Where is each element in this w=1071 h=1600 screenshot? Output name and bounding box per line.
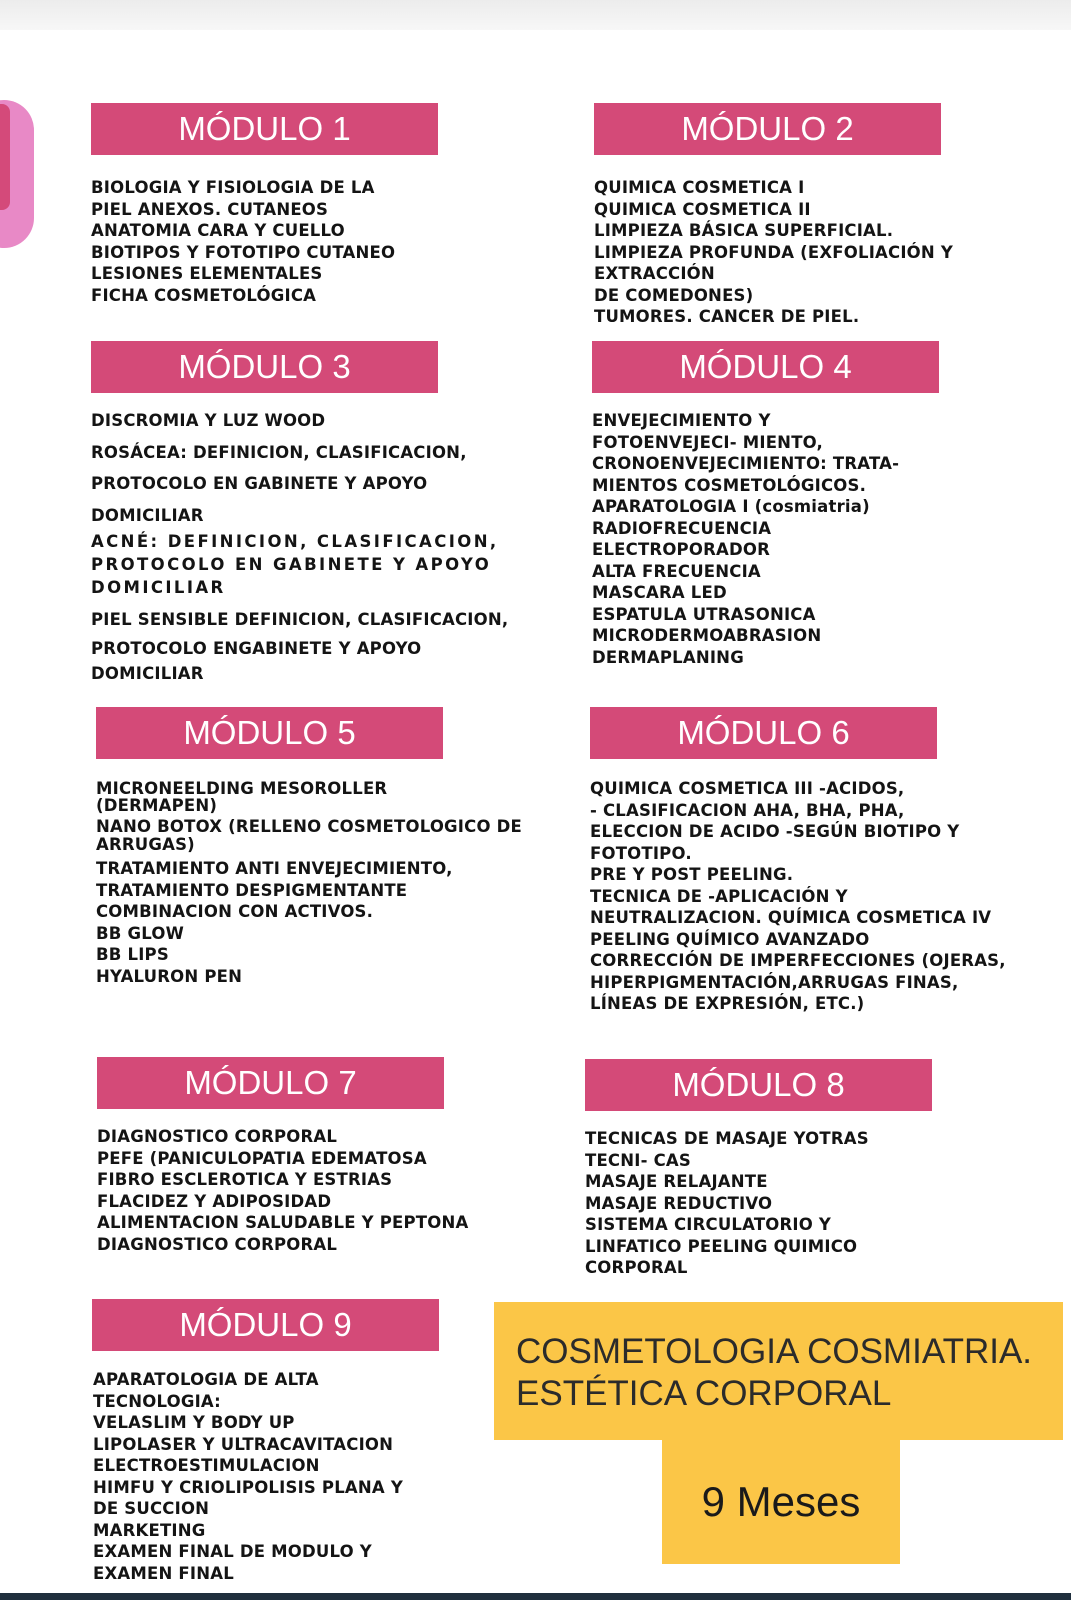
list-item: QUIMICA COSMETICA I (594, 178, 805, 197)
list-item: COMBINACION CON ACTIVOS. (96, 902, 374, 921)
module-2-list (594, 177, 953, 328)
list-item: DOMICILIAR (91, 578, 226, 597)
module-3-header: MÓDULO 3 (91, 341, 438, 393)
module-6-list (590, 778, 1006, 1015)
list-item: PIEL SENSIBLE DEFINICION, CLASIFICACION, (91, 610, 509, 629)
list-item: (DERMAPEN) (96, 796, 218, 815)
list-item: TRATAMIENTO DESPIGMENTANTE (96, 880, 408, 900)
list-item: EXTRACCIÓN (594, 264, 715, 283)
edge-tab-letter-shape (0, 104, 10, 210)
list-item: ARRUGAS) (96, 835, 195, 854)
list-item: TUMORES. CANCER DE PIEL. (594, 307, 860, 326)
list-item: MICRONEELDING MESOROLLER (96, 779, 388, 798)
list-item: TECNICAS DE MASAJE YOTRAS (585, 1129, 869, 1148)
list-item: ENVEJECIMIENTO Y (592, 411, 771, 430)
module-1-list (91, 177, 395, 306)
list-item: APARATOLOGIA I (cosmiatria) (592, 497, 870, 516)
list-item: VELASLIM Y BODY UP (93, 1413, 295, 1432)
list-item: EXAMEN FINAL DE MODULO Y (93, 1542, 372, 1561)
list-item: ELECTROESTIMULACION (93, 1456, 320, 1475)
list-item: LIMPIEZA PROFUNDA (EXFOLIACIÓN Y (594, 242, 953, 262)
module-2-header: MÓDULO 2 (594, 103, 941, 155)
list-item: CORRECCIÓN DE IMPERFECCIONES (OJERAS, (590, 951, 1006, 970)
list-item: HYALURON PEN (96, 966, 243, 986)
module-4-list (592, 410, 899, 668)
list-item: TECNI- CAS (585, 1150, 691, 1170)
list-item: MARKETING (93, 1520, 206, 1540)
list-item: NEUTRALIZACION. QUÍMICA COSMETICA IV (590, 908, 992, 927)
list-item: MASAJE RELAJANTE (585, 1172, 768, 1191)
course-title-line-1: COSMETOLOGIA COSMIATRIA. (516, 1332, 1033, 1371)
list-item: LIPOLASER Y ULTRACAVITACION (93, 1434, 394, 1454)
list-item: MIENTOS COSMETOLÓGICOS. (592, 475, 867, 495)
course-title-box (494, 1302, 1063, 1440)
list-item: FOTOENVEJECI- MIENTO, (592, 432, 823, 452)
list-item: DOMICILIAR (91, 505, 204, 525)
list-item: QUIMICA COSMETICA III -ACIDOS, (590, 779, 905, 798)
list-item: ELECTROPORADOR (592, 540, 770, 559)
course-duration: 9 Meses (701, 1478, 861, 1525)
list-item: CRONOENVEJECIMIENTO: TRATA- (592, 454, 900, 473)
list-item: TECNICA DE -APLICACIÓN Y (590, 886, 848, 906)
course-duration-box (662, 1440, 900, 1564)
list-item: DERMAPLANING (592, 647, 744, 667)
list-item: DE COMEDONES) (594, 285, 754, 305)
module-7-list (97, 1126, 468, 1255)
list-item: EXAMEN FINAL (93, 1563, 234, 1583)
list-item: PEFE (PANICULOPATIA EDEMATOSA (97, 1148, 427, 1168)
list-item: LÍNEAS DE EXPRESIÓN, ETC.) (590, 994, 865, 1013)
list-item: PROTOCOLO EN GABINETE Y APOYO (91, 555, 492, 574)
list-item: FLACIDEZ Y ADIPOSIDAD (97, 1191, 332, 1211)
list-item: LIMPIEZA BÁSICA SUPERFICIAL. (594, 221, 894, 240)
list-item: ANATOMIA CARA Y CUELLO (91, 221, 345, 240)
list-item: CORPORAL (585, 1258, 688, 1277)
list-item: FIBRO ESCLEROTICA Y ESTRIAS (97, 1170, 393, 1189)
list-item: FOTOTIPO. (590, 843, 692, 863)
list-item: MASAJE REDUCTIVO (585, 1193, 773, 1213)
top-bar (0, 0, 1071, 30)
module-9-header: MÓDULO 9 (92, 1299, 439, 1351)
list-item: DIAGNOSTICO CORPORAL (97, 1234, 338, 1254)
list-item: HIMFU Y CRIOLIPOLISIS PLANA Y (93, 1477, 403, 1497)
list-item: TRATAMIENTO ANTI ENVEJECIMIENTO, (96, 859, 453, 878)
list-item: PIEL ANEXOS. CUTANEOS (91, 199, 329, 219)
list-item: SISTEMA CIRCULATORIO Y (585, 1215, 832, 1234)
list-item: DISCROMIA Y LUZ WOOD (91, 411, 326, 430)
module-6-header: MÓDULO 6 (590, 707, 937, 759)
list-item: RADIOFRECUENCIA (592, 518, 772, 538)
module-1-header: MÓDULO 1 (91, 103, 438, 155)
list-item: MASCARA LED (592, 583, 727, 602)
list-item: BIOLOGIA Y FISIOLOGIA DE LA (91, 178, 375, 197)
list-item: - CLASIFICACION AHA, BHA, PHA, (590, 800, 905, 820)
list-item: TECNOLOGIA: (93, 1391, 221, 1411)
list-item: QUIMICA COSMETICA II (594, 199, 811, 219)
list-item: PROTOCOLO EN GABINETE Y APOYO (91, 474, 428, 493)
module-8-header: MÓDULO 8 (585, 1059, 932, 1111)
bottom-bar (0, 1593, 1071, 1600)
module-9-list (93, 1369, 403, 1584)
module-3-list (91, 410, 508, 685)
course-title-line-2: ESTÉTICA CORPORAL (516, 1374, 892, 1413)
module-5-header: MÓDULO 5 (96, 707, 443, 759)
list-item: ALTA FRECUENCIA (592, 561, 761, 581)
list-item: ROSÁCEA: DEFINICION, CLASIFICACION, (91, 442, 467, 462)
list-item: ESPATULA UTRASONICA (592, 604, 816, 624)
list-item: FICHA COSMETOLÓGICA (91, 285, 317, 305)
list-item: ALIMENTACION SALUDABLE Y PEPTONA (97, 1213, 469, 1232)
list-item: BIOTIPOS Y FOTOTIPO CUTANEO (91, 242, 396, 262)
list-item: MICRODERMOABRASION (592, 626, 822, 645)
module-7-header: MÓDULO 7 (97, 1057, 444, 1109)
list-item: PEELING QUÍMICO AVANZADO (590, 929, 870, 949)
list-item: LESIONES ELEMENTALES (91, 264, 323, 283)
list-item: ELECCION DE ACIDO -SEGÚN BIOTIPO Y (590, 822, 960, 841)
module-4-header: MÓDULO 4 (592, 341, 939, 393)
list-item: DE SUCCION (93, 1499, 210, 1518)
list-item: APARATOLOGIA DE ALTA (93, 1370, 319, 1389)
list-item: PROTOCOLO ENGABINETE Y APOYO (91, 638, 422, 658)
module-5-list (96, 780, 522, 987)
list-item: DOMICILIAR (91, 664, 204, 683)
list-item: BB GLOW (96, 923, 184, 943)
list-item: BB LIPS (96, 945, 169, 964)
list-item: NANO BOTOX (RELLENO COSMETOLOGICO DE (96, 817, 522, 836)
list-item: HIPERPIGMENTACIÓN,ARRUGAS FINAS, (590, 972, 959, 992)
list-item: ACNÉ: DEFINICION, CLASIFICACION, (91, 532, 499, 551)
list-item: DIAGNOSTICO CORPORAL (97, 1127, 338, 1146)
list-item: LINFATICO PEELING QUIMICO (585, 1236, 858, 1256)
module-8-list (585, 1128, 869, 1279)
list-item: PRE Y POST PEELING. (590, 865, 794, 884)
